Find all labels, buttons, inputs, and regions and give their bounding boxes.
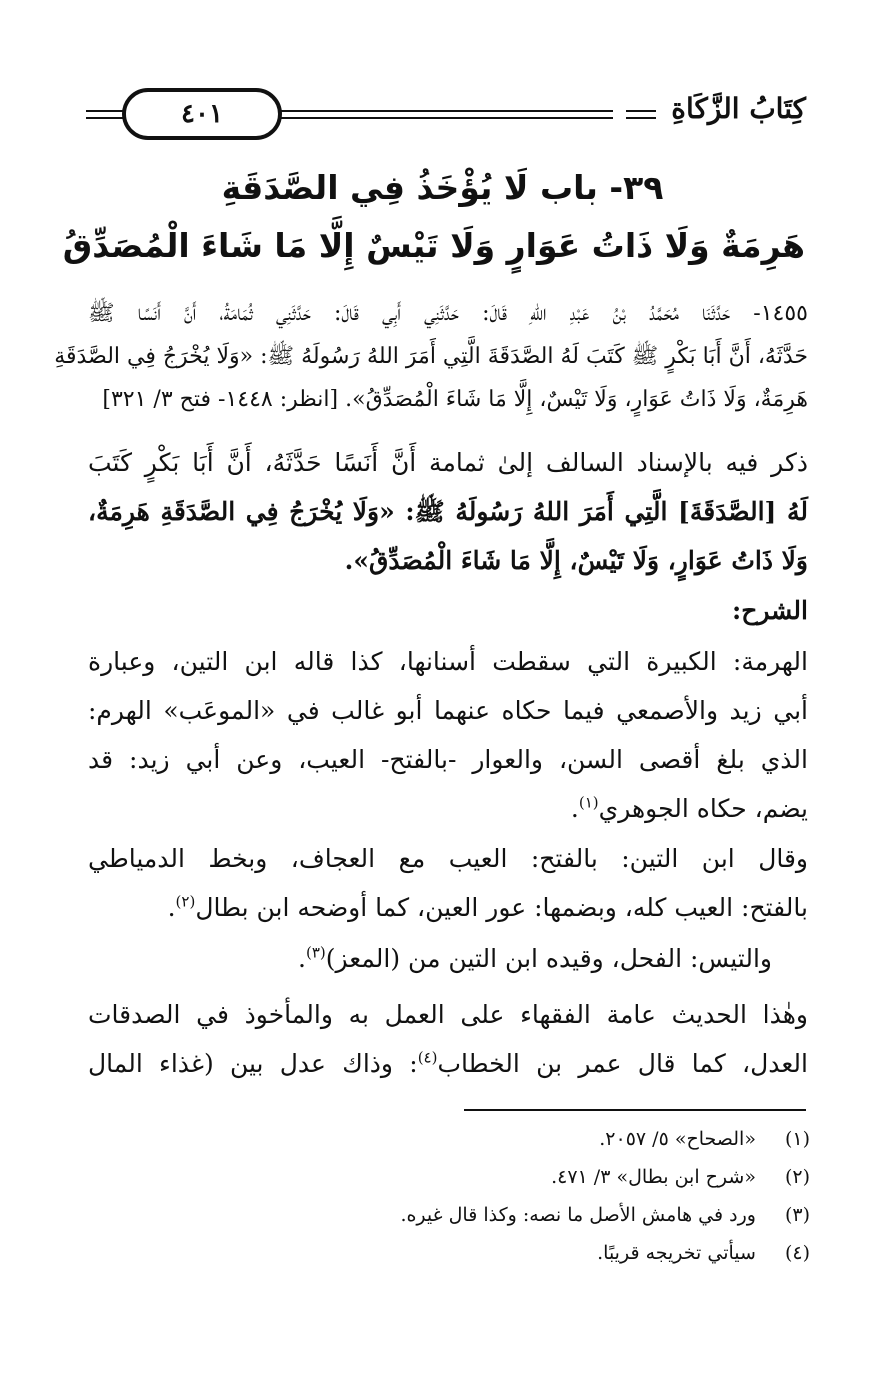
sharh-line-end: بالفتح: العيب كله، وبضمها: عور العين، كما أوضحه ابن بطال$^{(٢)}$. (167, 892, 808, 922)
sharh-heading: الشرح: (731, 596, 808, 625)
sharh-text: : وذاك عدل بين (غذاء المال (88, 1049, 418, 1078)
hadith-summary (88, 438, 808, 585)
footnote-number: (١) (784, 1128, 810, 1150)
footnote-text: ورد في هامش الأصل ما نصه: وكذا قال غيره. (400, 1204, 756, 1226)
footnote-text: سيأتي تخريجه قريبًا. (597, 1242, 756, 1264)
footnote-separator (464, 1109, 806, 1111)
sharh-line-end: والتيس: الفحل، وقيده ابن التين من (المعز)$^{(٣)}$. (298, 943, 772, 973)
page-header (86, 84, 806, 154)
footnote (300, 1196, 810, 1234)
sharh-paragraph-3 (88, 934, 808, 983)
footnote (300, 1234, 810, 1272)
sharh-paragraph-1 (88, 637, 808, 833)
footnote-number: (٣) (784, 1204, 810, 1226)
page-number-text: ٤٠١ (181, 99, 223, 129)
sharh-line: وهٰذا الحديث عامة الفقهاء على العمل به والمأخوذ في الصدقات (88, 1000, 808, 1029)
header-rule-left (86, 110, 126, 112)
footnote (300, 1158, 810, 1196)
hadith-line: ١٤٥٥- حَدَّثَنَا مُحَمَّدُ بْنُ عَبْدِ اللهِ قَالَ: حَدَّثَنِي أَبِي قَالَ: حَدَّثَنِي ثُمَامَةُ، أَنَّ أَنَسًا ﷺ (88, 301, 808, 326)
sharh-line: الهرمة: الكبيرة التي سقطت أسنانها، كذا قاله ابن التين، وعبارة (88, 647, 808, 676)
sharh-paragraph-4 (88, 990, 808, 1088)
chapter-title-line-1: ٣٩- باب لَا يُؤْخَذُ فِي الصَّدَقَةِ (221, 168, 664, 207)
chapter-title-line-2: هَرِمَةٌ وَلَا ذَاتُ عَوَارٍ وَلَا تَيْسٌ إِلَّا مَا شَاءَ الْمُصَدِّقُ (62, 226, 805, 265)
footnote-number: (٢) (784, 1166, 810, 1188)
sharh-text: بالفتح: العيب كله، وبضمها: عور العين، كما أوضحه ابن بطال (195, 893, 808, 922)
header-rule-right (626, 110, 656, 112)
footnote-text: «شرح ابن بطال» ٣/ ٤٧١. (551, 1166, 756, 1188)
sharh-text: يضم، حكاه الجوهري (598, 794, 808, 823)
header-rule-middle-2 (278, 117, 613, 119)
page-number (122, 88, 282, 140)
footnotes (300, 1120, 810, 1272)
footnote-ref-3: (٣) (305, 943, 326, 962)
sharh-line: أبي زيد والأصمعي فيما حكاه عنهما أبو غالب في «الموعَب» الهرم: (88, 696, 808, 725)
footnote-ref-1: (١) (578, 793, 599, 812)
header-rule-left-2 (86, 117, 126, 119)
header-rule-right-2 (626, 117, 656, 119)
sharh-text: والتيس: الفحل، وقيده ابن التين من (المعز) (325, 944, 772, 973)
footnote-number: (٤) (784, 1242, 810, 1264)
footnote-ref-4: (٤) (417, 1048, 438, 1067)
summary-line: وَلَا ذَاتُ عَوَارٍ، وَلَا تَيْسٌ، إِلَّا مَا شَاءَ الْمُصَدِّقُ». (344, 546, 808, 575)
running-title: كِتَابُ الزَّكَاةِ (671, 92, 806, 125)
sharh-paragraph-2 (88, 834, 808, 932)
summary-line: لَهُ [الصَّدَقَةَ] الَّتِي أَمَرَ اللهُ رَسُولَهُ ﷺ: «وَلَا يُخْرَجُ فِي الصَّدَقَةِ هَرِمَةٌ، (88, 497, 808, 526)
hadith-text (54, 292, 808, 421)
header-rule-middle (278, 110, 613, 112)
sharh-line-end (88, 1039, 808, 1088)
footnote (300, 1120, 810, 1158)
sharh-line-end: يضم، حكاه الجوهري$^{(١)}$. (570, 793, 808, 823)
footnote-ref-2: (٢) (175, 892, 196, 911)
summary-line: ذكر فيه بالإسناد السالف إلىٰ ثمامة أَنَّ أَنَسًا حَدَّثَهُ، أَنَّ أَبَا بَكْرٍ كَتَبَ (88, 448, 808, 477)
hadith-line: حَدَّثَهُ، أَنَّ أَبَا بَكْرٍ ﷺ كَتَبَ لَهُ الصَّدَقَةَ الَّتِي أَمَرَ اللهُ رَسُولَهُ ﷺ: «وَلَا يُخْرَجُ فِي الصَّدَقَةِ (54, 344, 808, 369)
sharh-line: الذي بلغ أقصى السن، والعوار -بالفتح- العيب، وعن أبي زيد: قد (88, 745, 808, 774)
sharh-text: العدل، كما قال عمر بن الخطاب (437, 1049, 808, 1078)
sharh-line: وقال ابن التين: بالفتح: العيب مع العجاف، وبخط الدمياطي (88, 844, 808, 873)
footnote-text: «الصحاح» ٥/ ٢٠٥٧. (599, 1128, 756, 1150)
hadith-line: هَرِمَةٌ، وَلَا ذَاتُ عَوَارٍ، وَلَا تَيْسٌ، إِلَّا مَا شَاءَ الْمُصَدِّقُ». [انظر: ١٤٤٨- فتح ٣/ ٣٢١] (102, 387, 808, 412)
